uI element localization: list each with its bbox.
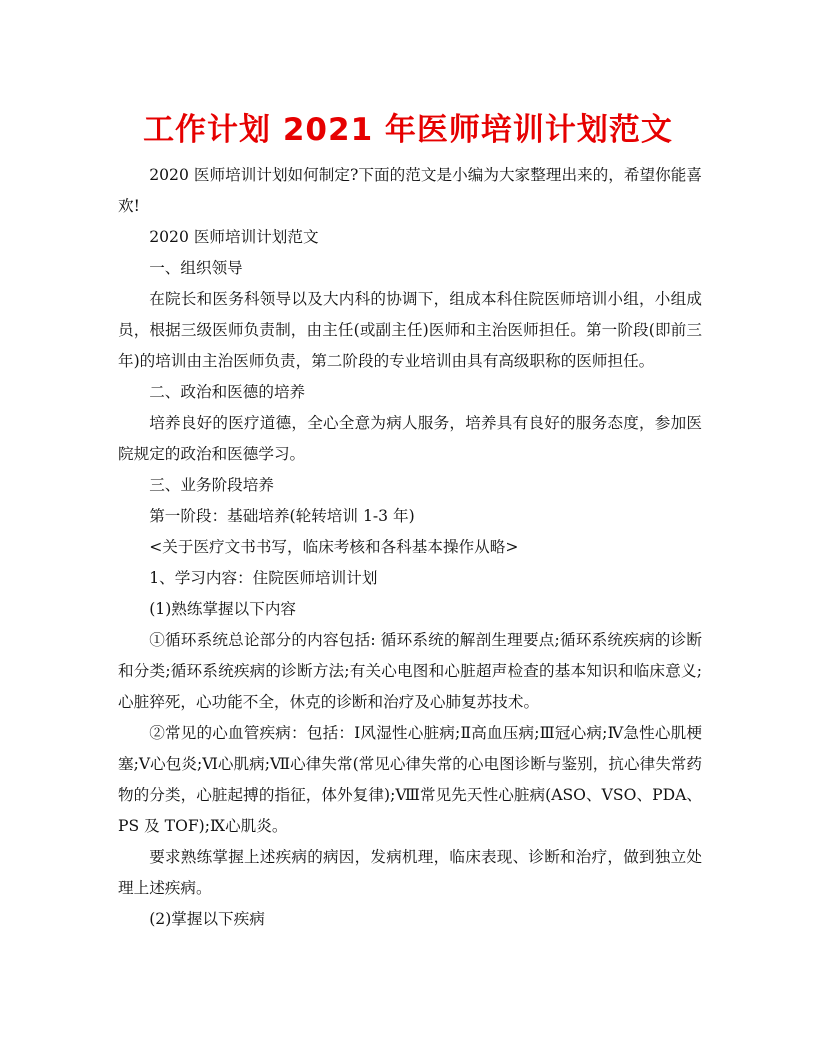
document-body — [118, 160, 702, 935]
paragraph-omitted-note: <关于医疗文书书写，临床考核和各科基本操作从略> — [149, 538, 519, 556]
paragraph-master-following: (1)熟练掌握以下内容 — [149, 600, 297, 618]
paragraph-organization: 在院长和医务科领导以及大内科的协调下，组成本科住院医师培训小组，小组成员，根据三级医师负责制，由主任(或副主任)医师和主治医师担任。第一阶段(即前三年)的培训由主治医师负责，第二阶段的专业培训由具有高级职称的医师担任。 — [118, 290, 702, 370]
paragraph-stage-one: 第一阶段：基础培养(轮转培训 1-3 年) — [149, 507, 415, 525]
paragraph-learning-content: 1、学习内容：住院医师培训计划 — [149, 569, 378, 587]
paragraph-grasp-diseases: (2)掌握以下疾病 — [149, 910, 265, 928]
paragraph-requirements: 要求熟练掌握上述疾病的病因，发病机理，临床表现、诊断和治疗，做到独立处理上述疾病。 — [118, 848, 702, 897]
paragraph-subtitle: 2020 医师培训计划范文 — [149, 228, 319, 246]
section-heading-stages: 三、业务阶段培养 — [149, 476, 274, 494]
document-title: 工作计划 2021 年医师培训计划范文 — [143, 112, 673, 148]
section-heading-ethics: 二、政治和医德的培养 — [149, 383, 306, 401]
section-heading-organization: 一、组织领导 — [149, 259, 243, 277]
paragraph-ethics: 培养良好的医疗道德，全心全意为病人服务，培养具有良好的服务态度，参加医院规定的政治和医德学习。 — [118, 414, 702, 463]
paragraph-intro: 2020 医师培训计划如何制定?下面的范文是小编为大家整理出来的，希望你能喜欢! — [118, 166, 702, 215]
paragraph-cardiovascular-diseases: ②常见的心血管疾病：包括：Ⅰ风湿性心脏病;Ⅱ高血压病;Ⅲ冠心病;Ⅳ急性心肌梗塞;Ⅴ心包炎;Ⅵ心肌病;Ⅶ心律失常(常见心律失常的心电图诊断与鉴别，抗心律失常药物的分类，心脏起搏的指征，体外复律);Ⅷ常见先天性心脏病(ASO、VSO、PDA、PS 及 TOF);Ⅸ心肌炎。 — [118, 724, 702, 835]
paragraph-circulatory-system: ①循环系统总论部分的内容包括: 循环系统的解剖生理要点;循环系统疾病的诊断和分类;循环系统疾病的诊断方法;有关心电图和心脏超声检查的基本知识和临床意义;心脏猝死，心功能不全，休克的诊断和治疗及心肺复苏技术。 — [118, 631, 702, 711]
